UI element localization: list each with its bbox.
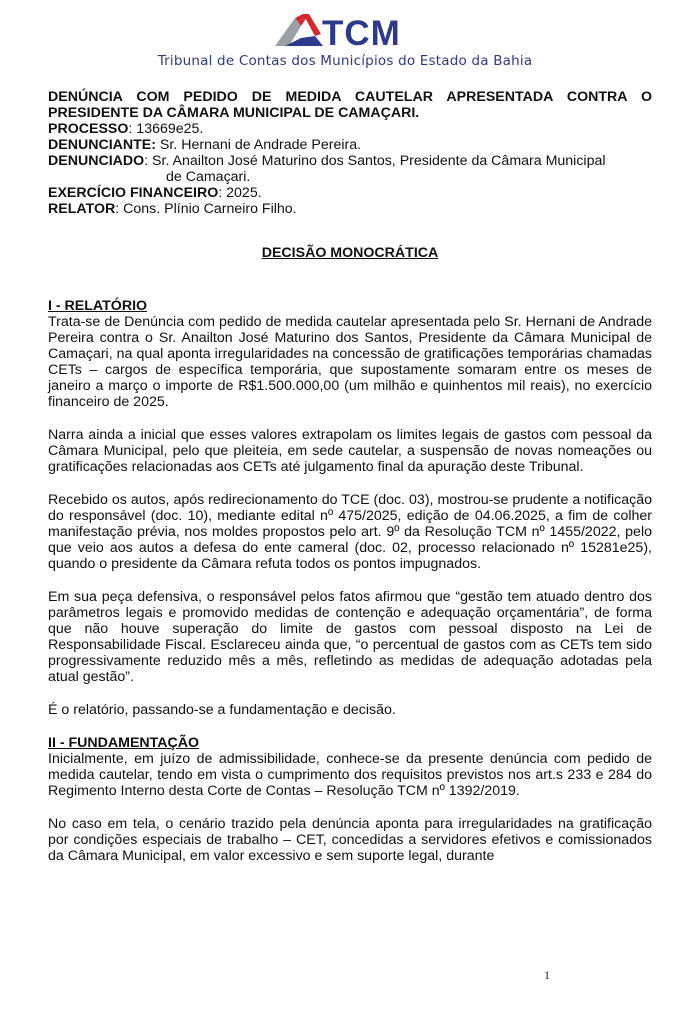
- meta-value: : 2025.: [218, 185, 262, 201]
- logo-wordmark: TCM: [322, 14, 401, 53]
- section-heading-relatorio: I - RELATÓRIO: [48, 298, 148, 314]
- meta-denunciado: [48, 153, 652, 169]
- section-heading-fundamentacao: II - FUNDAMENTAÇÃO: [48, 735, 200, 751]
- meta-relator: [48, 201, 652, 217]
- letterhead: [0, 12, 690, 74]
- document-title: DENÚNCIA COM PEDIDO DE MEDIDA CAUTELAR APRESENTADA CONTRA O PRESIDENTE DA CÂMARA MUNICIPAL DE CAMAÇARI.: [48, 89, 652, 121]
- meta-processo: [48, 121, 652, 137]
- meta-label: PROCESSO: [48, 121, 129, 137]
- paragraph: Recebido os autos, após redirecionamento do TCE (doc. 03), mostrou-se prudente a notificação do responsável (doc. 10), mediante edital nº 475/2025, edição de 04.06.2025, a fim de colher manifestação prévia, nos moldes propostos pelo art. 9º da Resolução TCM nº 1455/2022, pelo que veio aos autos a defesa do ente cameral (doc. 02, processo relacionado nº 15281e25), quando o presidente da Câmara refuta todos os pontos impugnados.: [48, 492, 652, 572]
- meta-denunciado-cont: de Camaçari.: [166, 169, 251, 185]
- meta-value: : Sr. Anailton José Maturino dos Santos, Presidente da Câmara Municipal: [144, 153, 606, 169]
- paragraph: Narra ainda a inicial que esses valores extrapolam os limites legais de gastos com pessoal da Câmara Municipal, pelo que pleiteia, em sede cautelar, a suspensão de novas nomeações ou gratificações relacionadas aos CETs até julgamento final da apuração deste Tribunal.: [48, 427, 652, 475]
- meta-value: : 13669e25.: [128, 121, 204, 137]
- paragraph: Em sua peça defensiva, o responsável pelos fatos afirmou que “gestão tem atuado dentro dos parâmetros legais e promovido medidas de contenção e adequação orçamentária”, de forma que não houve superação do limite de gastos com pessoal disposto na Lei de Responsabilidade Fiscal. Esclareceu ainda que, “o percentual de gastos com as CETs tem sido progressivamente reduzido mês a mês, refletindo as medidas de adequação adotadas pela atual gestão”.: [48, 589, 652, 685]
- letterhead-subtitle: Tribunal de Contas dos Municípios do Estado da Bahia: [157, 53, 533, 69]
- meta-value: : Cons. Plínio Carneiro Filho.: [115, 201, 297, 217]
- paragraph: Trata-se de Denúncia com pedido de medida cautelar apresentada pelo Sr. Hernani de Andrade Pereira contra o Sr. Anailton José Maturino dos Santos, Presidente da Câmara Municipal de Camaçari, na qual aponta irregularidades na concessão de gratificações temporárias chamadas CETs – cargos de específica temporária, que supostamente somaram entre os meses de janeiro a março o importe de R$1.500.000,00 (um milhão e quinhentos mil reais), no exercício financeiro de 2025.: [48, 314, 652, 410]
- decision-heading: DECISÃO MONOCRÁTICA: [261, 245, 439, 261]
- page-number: 1: [544, 968, 550, 982]
- paragraph: Inicialmente, em juízo de admissibilidade, conhece-se da presente denúncia com pedido de medida cautelar, tendo em vista o cumprimento dos requisitos previstos nos art.s 233 e 284 do Regimento Interno desta Corte de Contas – Resolução TCM nº 1392/2019.: [48, 751, 652, 799]
- meta-label: DENUNCIANTE:: [48, 137, 156, 153]
- meta-exercicio: [48, 185, 652, 201]
- meta-denunciante: [48, 137, 652, 153]
- meta-label: DENUNCIADO: [48, 153, 145, 169]
- meta-value: Sr. Hernani de Andrade Pereira.: [155, 137, 362, 153]
- meta-label: EXERCÍCIO FINANCEIRO: [48, 185, 219, 201]
- meta-label: RELATOR: [48, 201, 116, 217]
- paragraph: No caso em tela, o cenário trazido pela denúncia aponta para irregularidades na gratificação por condições especiais de trabalho – CET, concedidas a servidores efetivos e comissionados da Câmara Municipal, em valor excessivo e sem suporte legal, durante: [48, 816, 652, 864]
- paragraph: É o relatório, passando-se a fundamentação e decisão.: [48, 702, 396, 718]
- document-body: [48, 89, 652, 864]
